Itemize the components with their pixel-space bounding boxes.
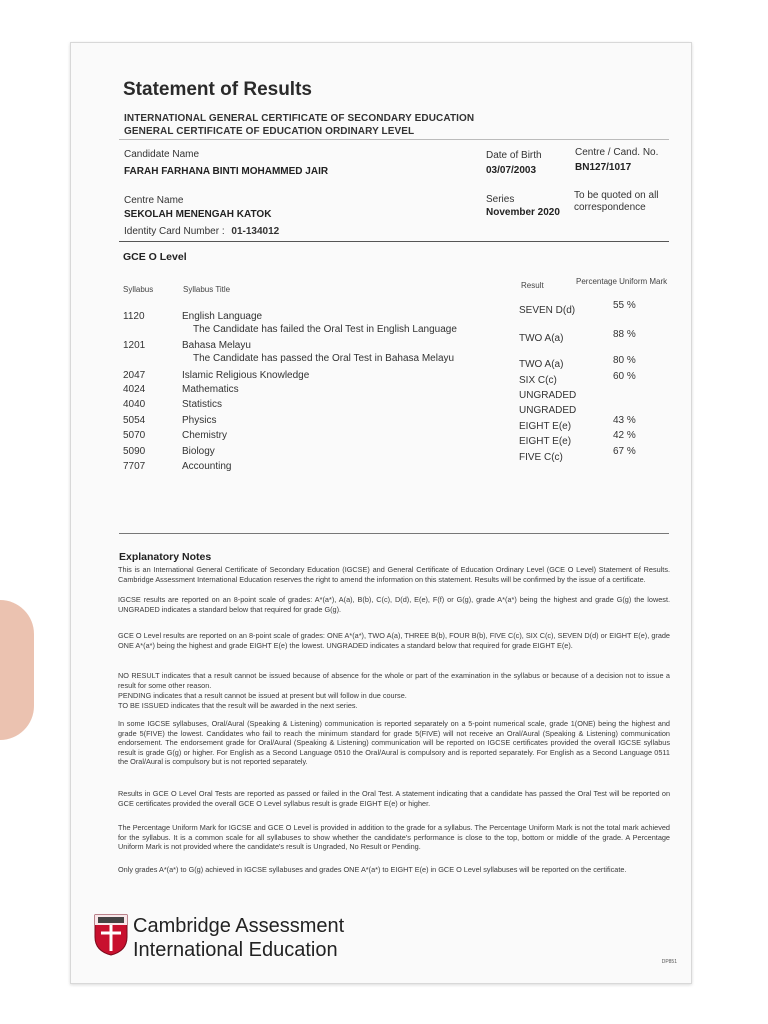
percentage-uniform-mark: 60 %	[613, 371, 636, 382]
syllabus-code: 4040	[123, 399, 146, 410]
page-title: Statement of Results	[123, 79, 312, 100]
doc-code: DP851	[661, 959, 677, 965]
note-p4a: NO RESULT indicates that a result cannot be issued because of absence for the whole or part of the examination in the syllabus or because of a decision not to issue a result for some other reason.	[118, 671, 670, 690]
series-value: November 2020	[486, 207, 560, 218]
result-grade: EIGHT E(e)	[519, 436, 572, 447]
brand-line2: International Education	[133, 939, 338, 961]
result-grade: TWO A(a)	[519, 333, 564, 344]
note-p5: In some IGCSE syllabuses, Oral/Aural (Speaking & Listening) communication is reported separately on a 5-point numerical scale, grade 1(ONE) being the highest and grade 5(FIVE) the lowest. Candidates who fail to reach the minimum standard for grade 5(FIVE) will not receive an Oral/Aural (Speaking & Listening) communication endorsement. The endorsement grade for Oral/Aural (Speaking & Listening) communication will be reported on IGCSE certificates provided the overall IGCSE syllabus result is grade G(g) or higher. For English as a Second Language 0510 the Oral/Aural is compulsory and is reported separately. For English as a Second Language 0511 the Oral/Aural is compulsory but is not reported separately.	[118, 719, 670, 767]
syllabus-title: English Language	[182, 311, 263, 322]
ic-label	[124, 226, 279, 237]
note-p1: This is an International General Certificate of Secondary Education (IGCSE) and General Certificate of Education Ordinary Level (GCE O Level) Statement of Results. Cambridge Assessment International Education reserves the right to amend the information on this statement. Results will be confirmed by the issue of a certificate.	[118, 565, 670, 584]
syllabus-code: 5070	[123, 430, 146, 441]
statement-page	[70, 42, 692, 984]
percentage-uniform-mark: 88 %	[613, 329, 636, 340]
photo-finger-edge	[0, 600, 34, 740]
notes-title: Explanatory Notes	[119, 551, 212, 563]
percentage-uniform-mark: 80 %	[613, 355, 636, 366]
result-grade: UNGRADED	[519, 390, 577, 401]
syllabus-code: 2047	[123, 370, 146, 381]
col-pum: Percentage Uniform Mark	[576, 277, 668, 286]
centre-cand-value: BN127/1017	[575, 162, 632, 173]
percentage-uniform-mark: 55 %	[613, 300, 636, 311]
ic-label-text: Identity Card Number :	[124, 226, 225, 237]
centre-name-label: Centre Name	[124, 195, 184, 206]
result-grade: SEVEN D(d)	[519, 305, 576, 316]
syllabus-title: Statistics	[182, 399, 223, 410]
syllabus-code: 1120	[123, 311, 145, 322]
subtitle-igcse: INTERNATIONAL GENERAL CERTIFICATE OF SECONDARY EDUCATION	[124, 113, 475, 124]
comment-malay: The Candidate has passed the Oral Test in Bahasa Melayu	[193, 353, 455, 364]
note-p6: Results in GCE O Level Oral Tests are reported as passed or failed in the Oral Test. A statement indicating that a candidate has passed the Oral Test will be reported on GCE certificates provided the overall GCE O Level syllabus result is grade EIGHT E(e) or higher.	[118, 789, 670, 808]
result-grade: FIVE C(c)	[519, 452, 563, 463]
result-grade: TWO A(a)	[519, 359, 564, 370]
percentage-uniform-mark: 67 %	[613, 446, 636, 457]
ic-value: 01-134012	[231, 226, 280, 237]
syllabus-title: Islamic Religious Knowledge	[182, 370, 310, 381]
col-syllabus: Syllabus	[123, 285, 154, 294]
note-p2: IGCSE results are reported on an 8-point scale of grades: A*(a*), A(a), B(b), C(c), D(d), E(e), F(f) or G(g), grade A*(a*) being the highest and grade G(g) the lowest. UNGRADED indicates a standard below that required for grade G(g).	[118, 595, 670, 614]
candidate-name: FARAH FARHANA BINTI MOHAMMED JAIR	[124, 166, 329, 177]
dob-value: 03/07/2003	[486, 165, 537, 176]
note-p4c: TO BE ISSUED indicates that the result will be awarded in the next series.	[118, 701, 358, 710]
section-title: GCE O Level	[123, 251, 187, 263]
note-p4b: PENDING indicates that a result cannot be issued at present but will follow in due course.	[118, 691, 407, 700]
col-result: Result	[521, 281, 544, 290]
candidate-name-label: Candidate Name	[124, 149, 200, 160]
note-p3: GCE O Level results are reported on an 8-point scale of grades: ONE A*(a*), TWO A(a), THREE B(b), FOUR B(b), FIVE C(c), SIX C(c), SEVEN D(d) or EIGHT E(e), grade ONE A*(a*) being the highest and grade EIGHT E(e) the lowest. UNGRADED indicates a standard below that required for grade EIGHT E(e).	[118, 631, 670, 650]
divider	[119, 139, 669, 140]
series-label: Series	[486, 194, 515, 205]
note-p8: Only grades A*(a*) to G(g) achieved in IGCSE syllabuses and grades ONE A*(a*) to EIGHT E(e) in GCE O Level syllabuses will be reported on the certificate.	[118, 865, 627, 874]
brand-line1: Cambridge Assessment	[133, 915, 345, 937]
syllabus-title: Physics	[182, 415, 217, 426]
result-grade: SIX C(c)	[519, 375, 557, 386]
divider	[119, 533, 669, 534]
divider	[119, 241, 669, 242]
syllabus-title: Accounting	[182, 461, 232, 472]
cambridge-shield-icon	[93, 913, 129, 957]
syllabus-title: Chemistry	[182, 430, 228, 441]
quote-note: To be quoted on all correspondence	[574, 190, 659, 213]
centre-name: SEKOLAH MENENGAH KATOK	[124, 209, 272, 220]
col-title: Syllabus Title	[183, 285, 231, 294]
syllabus-code: 5090	[123, 446, 146, 457]
result-grade: UNGRADED	[519, 405, 577, 416]
syllabus-title: Biology	[182, 446, 215, 457]
syllabus-code: 4024	[123, 384, 146, 395]
dob-label: Date of Birth	[486, 150, 542, 161]
note-p7: The Percentage Uniform Mark for IGCSE and GCE O Level is provided in addition to the grade for a syllabus. The Percentage Uniform Mark is not the total mark achieved for the syllabus. It is a common scale for all syllabuses to show whether the candidate's performance is close to the top, bottom or middle of the grade. A Percentage Uniform Mark is not provided where the candidate's result is Ungraded, No Result or Pending.	[118, 823, 670, 852]
syllabus-code: 5054	[123, 415, 146, 426]
syllabus-title: Mathematics	[182, 384, 239, 395]
percentage-uniform-mark: 43 %	[613, 415, 636, 426]
subtitle-gce: GENERAL CERTIFICATE OF EDUCATION ORDINARY LEVEL	[124, 126, 415, 137]
comment-english: The Candidate has failed the Oral Test in English Language	[193, 324, 457, 335]
syllabus-code: 7707	[123, 461, 146, 472]
percentage-uniform-mark: 42 %	[613, 430, 636, 441]
centre-cand-label: Centre / Cand. No.	[575, 147, 659, 158]
result-grade: EIGHT E(e)	[519, 421, 572, 432]
syllabus-code: 1201	[123, 340, 146, 351]
syllabus-title: Bahasa Melayu	[182, 340, 251, 351]
